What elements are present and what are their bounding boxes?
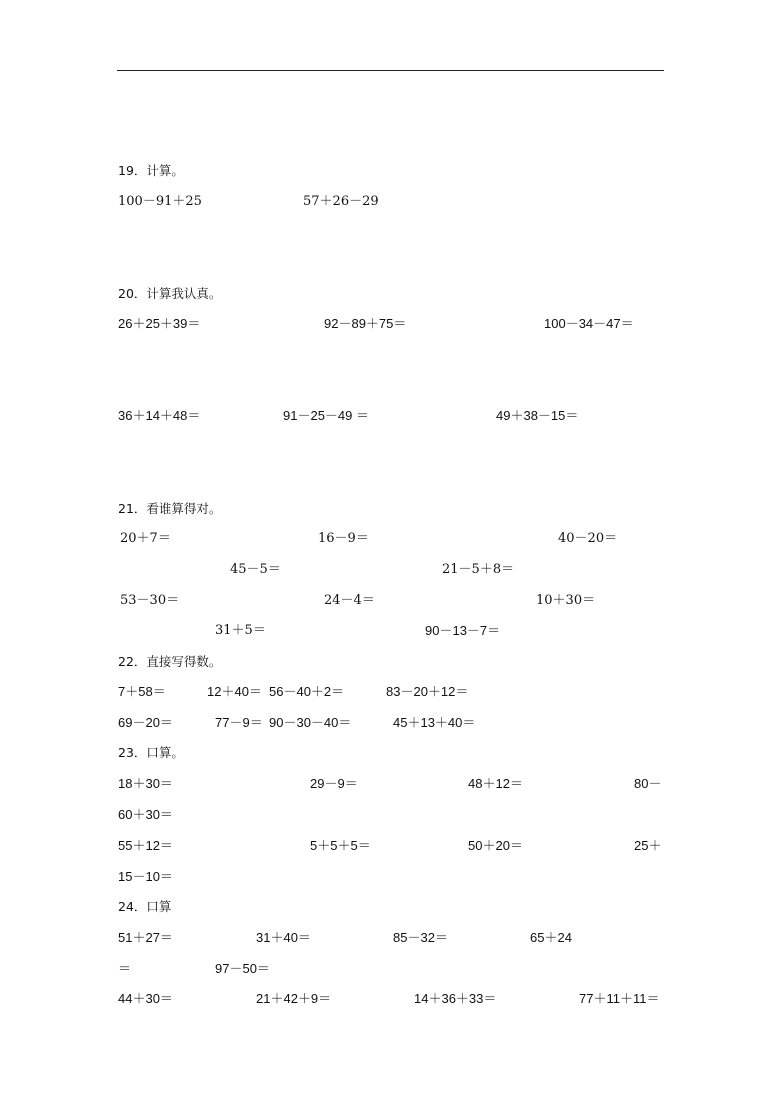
question-22-heading: 22．直接写得数。 [118,654,222,669]
q20-expression: 26＋25＋39＝ [118,316,201,331]
q22-expression: 45＋13＋40＝ [393,715,476,730]
q21-expression: 21－5＋8＝ [442,562,515,577]
q20-expression: 92－89＋75＝ [324,316,407,331]
q22-expression: 90－30－40＝ [269,715,352,730]
q19-expression: 57＋26－29 [303,194,379,209]
q21-expression: 20＋7＝ [120,531,171,546]
q24-expression: 65＋24 [530,930,572,945]
q22-expression: 69－20＝ [118,715,173,730]
q23-expression: 55＋12＝ [118,838,173,853]
q21-expression: 45－5＝ [230,562,281,577]
q20-expression: 49＋38－15＝ [496,408,579,423]
q24-expression: 51＋27＝ [118,930,173,945]
q21-expression: 16－9＝ [318,531,369,546]
q21-expression: 90－13－7＝ [425,623,501,638]
q22-expression: 77－9＝ [215,715,263,730]
q19-expression: 100－91＋25 [118,194,202,209]
q22-expression: 56－40＋2＝ [269,684,345,699]
q24-expression: 77＋11＋11＝ [579,991,660,1006]
question-19-heading: 19．计算。 [118,163,184,178]
q22-expression: 83－20＋12＝ [386,684,469,699]
q23-expression: 80－ [634,776,662,791]
question-24-heading: 24．口算 [118,899,172,914]
q21-expression: 53－30＝ [120,593,180,608]
q20-expression: 36＋14＋48＝ [118,408,201,423]
q24-expression: 31＋40＝ [256,930,311,945]
q23-expression: 48＋12＝ [468,776,523,791]
q20-expression: 91－25－49 ＝ [283,408,369,423]
q21-expression: 10＋30＝ [536,593,596,608]
q23-expression: 5＋5＋5＝ [310,838,371,853]
q22-expression: 12＋40＝ [207,684,262,699]
question-23-heading: 23．口算。 [118,745,184,760]
q21-expression: 24－4＝ [324,593,375,608]
q23-expression: 15－10＝ [118,869,173,884]
question-20-heading: 20．计算我认真。 [118,286,222,301]
q21-expression: 40－20＝ [558,531,618,546]
q23-expression: 18＋30＝ [118,776,173,791]
q23-expression: 25＋ [634,838,662,853]
q23-expression: 29－9＝ [310,776,358,791]
q21-expression: 31＋5＝ [215,623,266,638]
q24-expression: 14＋36＋33＝ [414,991,497,1006]
q24-expression: 97－50＝ [215,961,270,976]
q22-expression: 7＋58＝ [118,684,166,699]
q24-expression: ＝ [118,961,132,976]
q23-expression: 50＋20＝ [468,838,523,853]
q24-expression: 21＋42＋9＝ [256,991,332,1006]
header-rule [117,70,664,71]
q24-expression: 85－32＝ [393,930,448,945]
question-21-heading: 21．看谁算得对。 [118,501,222,516]
q23-expression: 60＋30＝ [118,807,173,822]
q24-expression: 44＋30＝ [118,991,173,1006]
q20-expression: 100－34－47＝ [544,316,634,331]
